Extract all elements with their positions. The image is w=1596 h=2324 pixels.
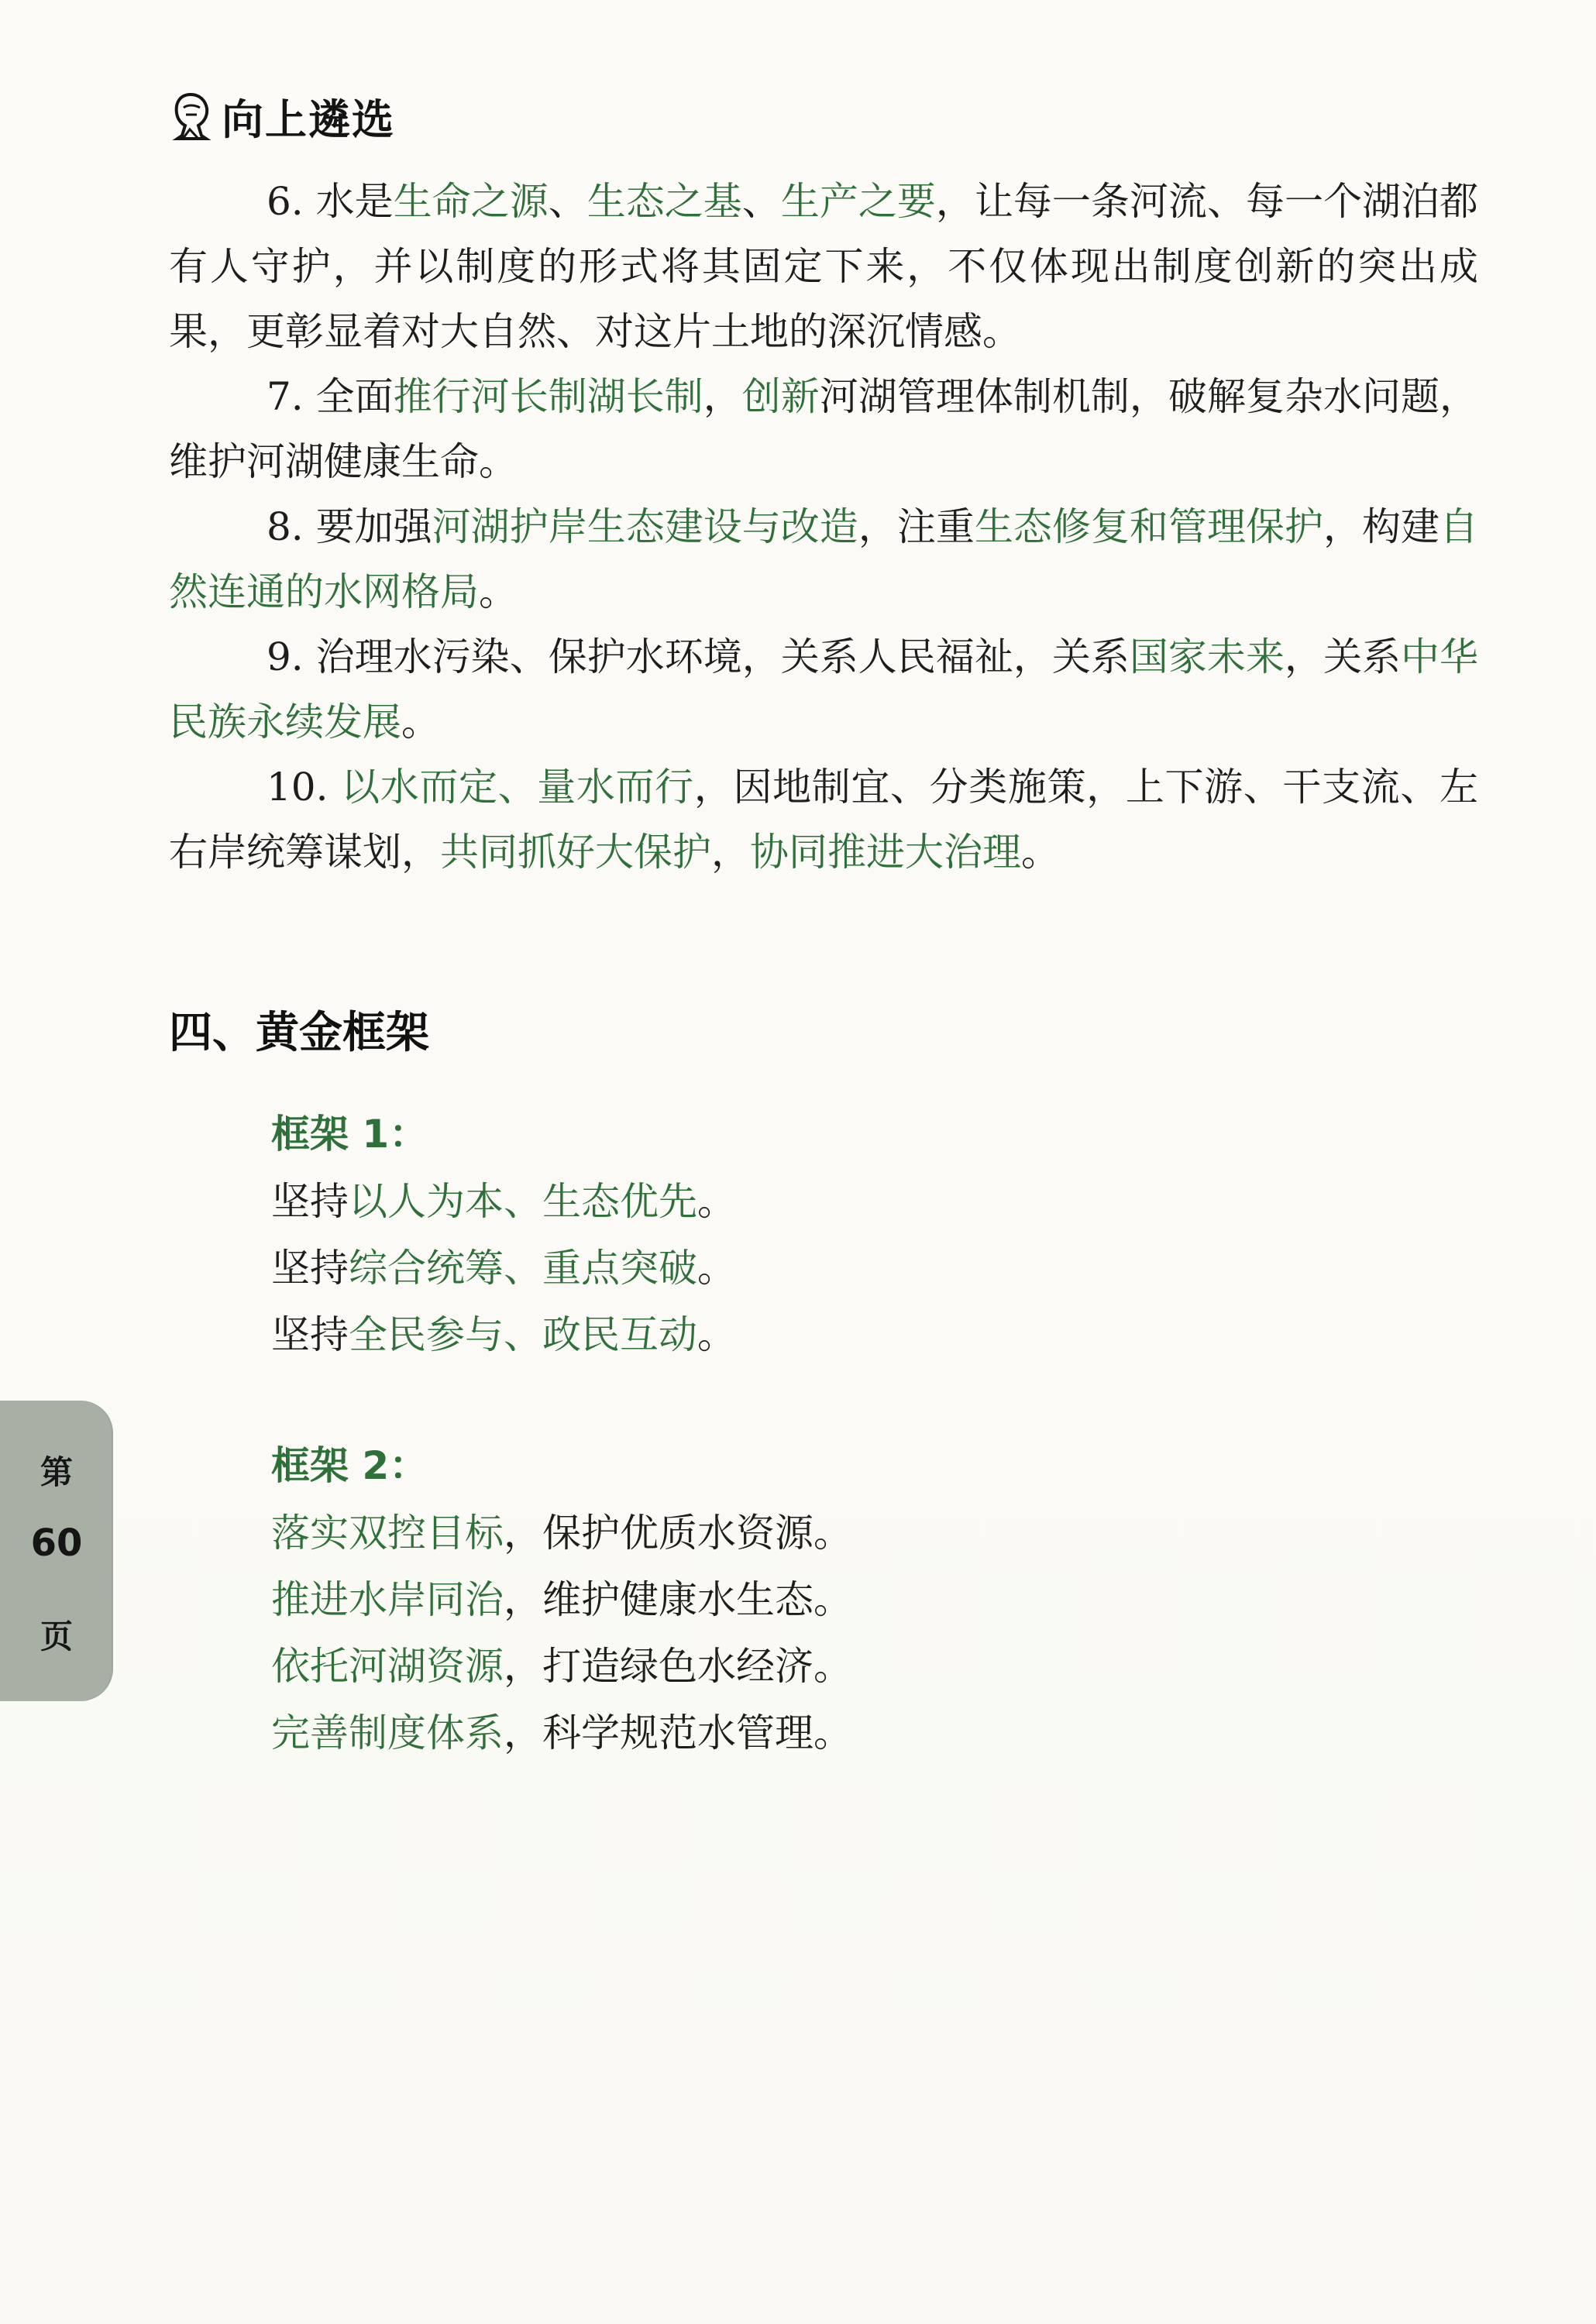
- framework-2-line-2-segment-1: ，维护健康水生态。: [504, 1577, 852, 1622]
- paragraph-6-segment-0: 水是: [315, 179, 394, 224]
- paragraph-9-segment-1: 国家未来: [1129, 634, 1285, 679]
- framework-1-line-2-segment-0: 坚持: [271, 1246, 349, 1291]
- paragraph-10-segment-3: ，: [711, 830, 750, 875]
- framework-2-line-3-segment-0: 依托河湖资源: [271, 1644, 504, 1689]
- paragraph-8-segment-5: 自然连通的水网格局: [169, 504, 1479, 614]
- paragraph-10-segment-4: 协同推进大治理: [750, 830, 1021, 875]
- framework-1-line-1-segment-0: 坚持: [271, 1179, 349, 1224]
- framework-2-line-3-segment-1: ，打造绿色水经济。: [504, 1644, 852, 1689]
- paragraph-9: [169, 624, 1478, 755]
- paragraph-9-number: 9.: [267, 634, 316, 679]
- framework-1-line-1-segment-1: 以人为本、生态优先: [349, 1179, 697, 1224]
- paragraph-7-segment-2: ，: [703, 374, 742, 419]
- page-number: 60: [30, 1521, 83, 1565]
- paragraph-10-segment-0: 以水而定、量水而行: [341, 765, 694, 810]
- paragraph-6-segment-2: 、: [548, 179, 587, 224]
- paragraph-9-segment-3: 中华民族永续发展: [169, 634, 1479, 744]
- paragraph-8: [169, 494, 1478, 624]
- framework-1: [271, 1100, 1201, 1368]
- paragraph-6-segment-5: 生产之要: [780, 179, 936, 224]
- page-tab-top: 第: [40, 1453, 73, 1491]
- paragraph-7-segment-3: 创新: [741, 374, 820, 419]
- framework-1-line-2-segment-2: 。: [697, 1246, 736, 1291]
- paragraph-7-segment-0: 全面: [315, 374, 394, 419]
- framework-2-title: 框架 2：: [271, 1443, 428, 1488]
- framework-1-line-2: [271, 1235, 1201, 1301]
- framework-2-line-2: [271, 1566, 1201, 1633]
- paragraph-6: [169, 169, 1478, 364]
- framework-1-line-3-segment-2: 。: [697, 1312, 736, 1357]
- page-number-tab: [0, 1401, 113, 1701]
- paragraph-6-segment-3: 生态之基: [586, 179, 742, 224]
- page-header: [169, 87, 395, 146]
- body-paragraphs: [169, 169, 1478, 885]
- paragraph-9-segment-0: 治理水污染、保护水环境，关系人民福祉，关系: [315, 634, 1130, 679]
- paragraph-7-number: 7.: [267, 374, 316, 419]
- paragraph-10-segment-1: ，因地制宜、分类施策，上下游、干支流、左右岸统筹谋划，: [169, 765, 1478, 875]
- paragraph-7-segment-4: 河湖管理体制机制，破解复杂水问题，维护河湖健康生命。: [169, 374, 1479, 484]
- paragraph-10: [169, 755, 1478, 885]
- framework-2-line-1-segment-0: 落实双控目标: [271, 1511, 504, 1556]
- framework-2-line-1-segment-1: ，保护优质水资源。: [504, 1511, 852, 1556]
- paragraph-8-segment-6: 。: [479, 569, 518, 614]
- framework-2-line-1: [271, 1500, 1201, 1566]
- framework-1-line-1-segment-2: 。: [697, 1179, 736, 1224]
- framework-1-title: 框架 1：: [271, 1112, 428, 1157]
- framework-1-line-3: [271, 1301, 1201, 1368]
- page-tab-bottom: 页: [40, 1618, 73, 1655]
- paragraph-10-segment-5: 。: [1021, 830, 1060, 875]
- paragraph-10-number: 10.: [267, 765, 342, 810]
- brand-title: 向上遴选: [222, 95, 395, 144]
- paragraph-6-number: 6.: [267, 179, 316, 224]
- head-outline-icon: [169, 91, 214, 142]
- paragraph-9-segment-4: 。: [401, 700, 440, 744]
- paragraph-6-segment-4: 、: [741, 179, 781, 224]
- paragraph-8-segment-1: 河湖护岸生态建设与改造: [432, 504, 858, 549]
- paragraph-8-segment-0: 要加强: [315, 504, 432, 549]
- paragraph-8-segment-2: ，注重: [858, 504, 975, 549]
- paragraph-8-number: 8.: [267, 504, 316, 549]
- paragraph-7-segment-1: 推行河长制湖长制: [393, 374, 703, 419]
- paragraph-6-segment-1: 生命之源: [393, 179, 549, 224]
- framework-2-line-4-segment-1: ，科学规范水管理。: [504, 1710, 852, 1755]
- paragraph-8-segment-3: 生态修复和管理保护: [974, 504, 1323, 549]
- paragraph-7: [169, 364, 1478, 494]
- framework-1-line-3-segment-1: 全民参与、政民互动: [349, 1312, 697, 1357]
- framework-2-line-3: [271, 1633, 1201, 1700]
- framework-2-line-4: [271, 1700, 1201, 1766]
- paragraph-10-segment-2: 共同抓好大保护: [440, 830, 711, 875]
- framework-2-line-2-segment-0: 推进水岸同治: [271, 1577, 504, 1622]
- framework-2: [271, 1432, 1201, 1766]
- paragraph-9-segment-2: ，关系: [1284, 634, 1402, 679]
- paragraph-8-segment-4: ，构建: [1323, 504, 1440, 549]
- section-title: 四、黄金框架: [169, 1008, 429, 1058]
- framework-1-line-2-segment-1: 综合统筹、重点突破: [349, 1246, 697, 1291]
- paragraph-6-segment-6: ，让每一条河流、每一个湖泊都有人守护，并以制度的形式将其固定下来，不仅体现出制度创新的突出成果，更彰显着对大自然、对这片土地的深沉情感。: [169, 179, 1479, 354]
- framework-2-line-4-segment-0: 完善制度体系: [271, 1710, 504, 1755]
- framework-1-line-3-segment-0: 坚持: [271, 1312, 349, 1357]
- framework-1-line-1: [271, 1168, 1201, 1235]
